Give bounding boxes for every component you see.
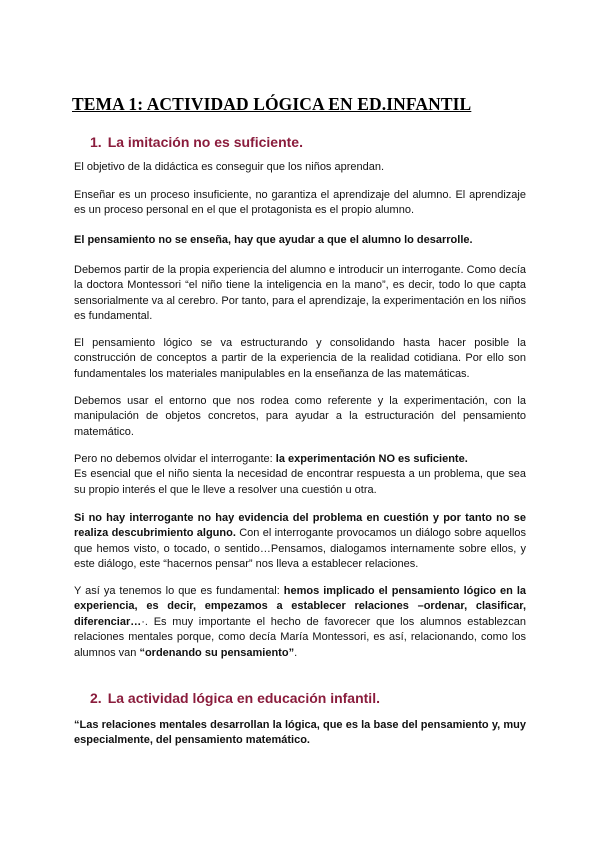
fundamental-bold-2: “ordenando su pensamiento” [139,646,295,659]
no-interrogant-bold: Si no hay interrogante no hay evidencia del problema en cuestión y por tanto no se realiza descubrimiento alguno. [74,512,526,540]
section-1-title: La imitación no es suficiente. [107,134,303,150]
fundamental-mid: ·. Es muy importante el hecho de favorecer que los alumnos establezcan relaciones mentales porque, como decía María Montessori, es así, relacionando, como los alumnos van [74,615,526,659]
no-interrogant-rest: Con el interrogante provocamos un diálogo sobre aquellos que hemos visto, o tocado, o sentido…Pensamos, dialogamos internamente sobre ellos, y este diálogo, este “hacernos pensar” nos lleva a establecer relaciones. [74,527,527,571]
paragraph-no-interrogant [74,511,526,573]
paragraph-teaching: Enseñar es un proceso insuficiente, no garantiza el aprendizaje del alumno. El aprendizaje es un proceso personal en el que el protagonista es el propio alumno. [74,189,526,217]
fundamental-end: . [294,646,298,659]
paragraph-logical-thinking: El pensamiento lógico se va estructurando y consolidando hasta hacer posible la construcción de conceptos a partir de la experiencia de la realidad cotidiana. Por ello son fundamentales los materiales manipulables en la enseñanza de las matemáticas. [74,337,526,380]
paragraph-objective: El objetivo de la didáctica es conseguir que los niños aprendan. [74,161,385,173]
fundamental-lead: Y así ya tenemos lo que es fundamental: [74,585,284,597]
section-2-heading [90,690,380,706]
paragraph-interrogant [74,452,526,498]
paragraph-thinking-bold: El pensamiento no se enseña, hay que ayudar a que el alumno lo desarrolle. [74,234,473,246]
paragraph-fundamental [74,584,526,661]
section-2-number: 2. [90,690,102,706]
page-title: TEMA 1: ACTIVIDAD LÓGICA EN ED.INFANTIL [72,94,472,114]
section-1-heading [90,134,303,150]
interrogant-lead: Pero no debemos olvidar el interrogante: [74,453,276,465]
paragraph-mental-relations: “Las relaciones mentales desarrollan la lógica, que es la base del pensamiento y, muy especialmente, del pensamiento matemático. [74,719,526,747]
paragraph-experience: Debemos partir de la propia experiencia del alumno e introducir un interrogante. Como decía la doctora Montessori “el niño tiene la inteligencia en la mano”, es decir, todo lo que capta sensorialmente va al cerebro. Por tanto, para el aprendizaje, la experimentación en los niños es fundamental. [74,264,526,323]
interrogant-rest: Es esencial que el niño sienta la necesidad de encontrar respuesta a un problema, que sea su propio interés el que le lleve a resolver una cuestión u otra. [74,468,526,496]
section-2-title: La actividad lógica en educación infantil. [107,690,380,706]
fundamental-bold: hemos implicado el pensamiento lógico en la experiencia, es decir, empezamos a establecer relaciones –ordenar, clasificar, diferenciar… [74,585,526,628]
interrogant-bold: la experimentación NO es suficiente. [275,453,468,465]
paragraph-environment: Debemos usar el entorno que nos rodea como referente y la experimentación, con la manipulación de objetos concretos, para ayudar a la estructuración del pensamiento matemático. [74,395,526,438]
section-1-number: 1. [90,134,102,150]
